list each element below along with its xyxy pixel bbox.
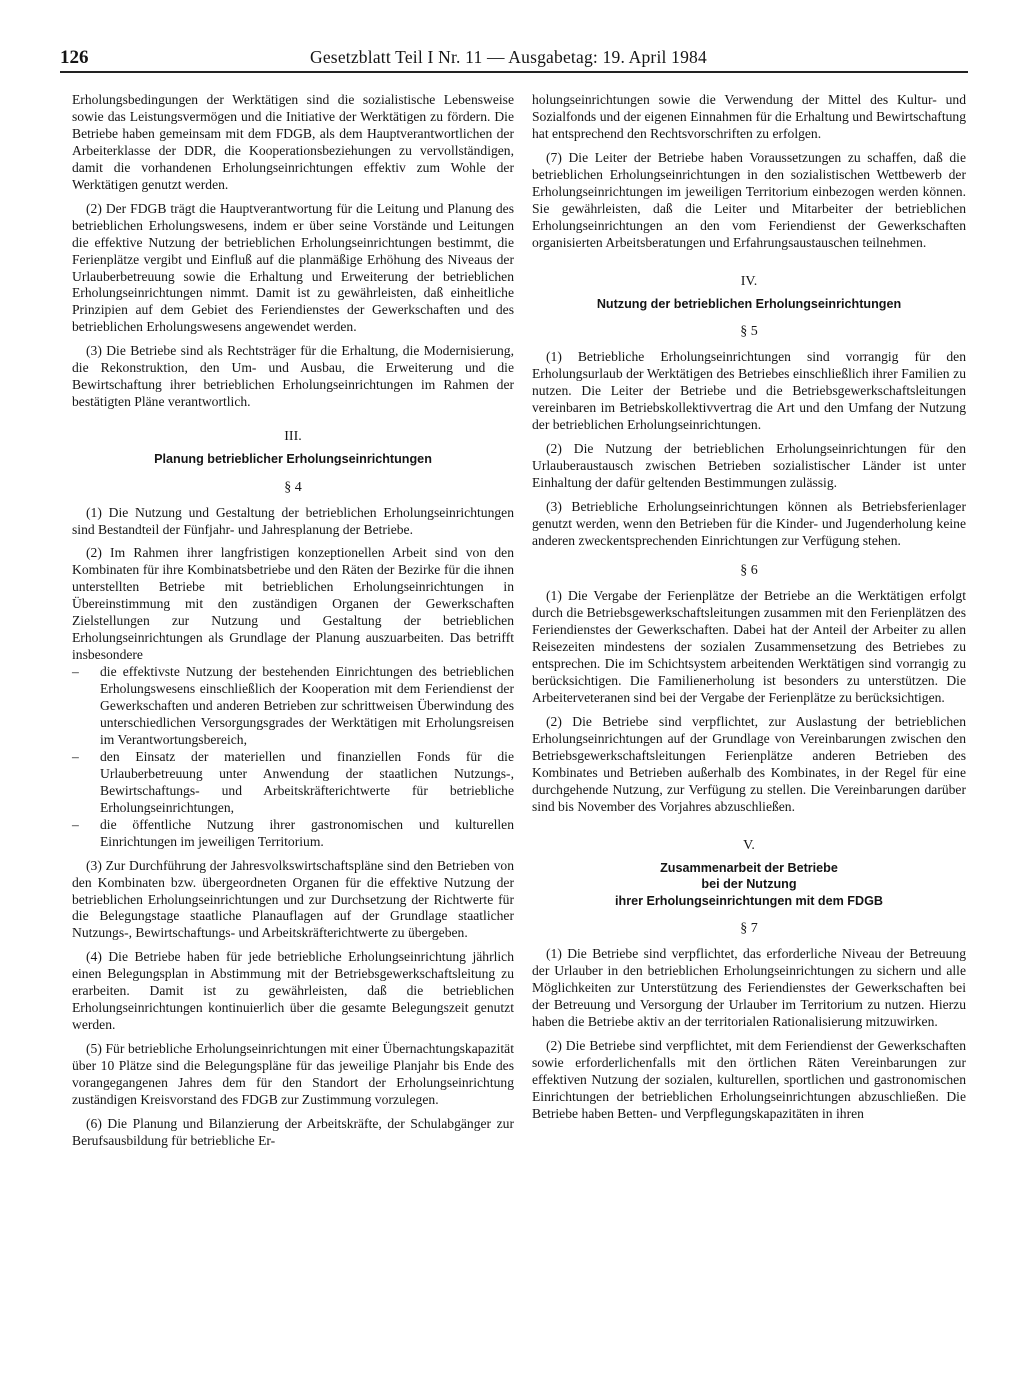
paragraph: (3) Zur Durchführung der Jahresvolkswirtschaftspläne sind den Betrieben von den Kombinaten bzw. übergeordneten Organen für die effektive Nutzung der betrieblichen Erholungseinrichtungen und zur Durchsetzung der Richtwerte für die Belegungstage staatliche Planauflagen auf der Grundlage staatlicher Nutzungs-, Bewirtschaftungs- und Arbeitskräfterichtwerte zu übergeben.	[72, 857, 514, 941]
paragraph: (2) Der FDGB trägt die Hauptverantwortung für die Leitung und Planung des betrieblichen Erholungswesens, indem er über seine Vorstände und Leitungen die effektive Nutzung der betrieblichen Erholungseinrichtungen bestimmt, die Ferienplätze vergibt und Einfluß auf die planmäßige Erhöhung des Niveaus der Urlauberbetreuung sowie die Erhaltung und Erweiterung der betrieblichen Erholungseinrichtungen nimmt. Damit ist zu gewährleisten, daß einheitliche Prinzipien auf dem Gebiet des Feriendienstes der Gewerkschaften und des betrieblichen Erholungswesens angewendet werden.	[72, 200, 514, 335]
paragraph: (4) Die Betriebe haben für jede betriebliche Erholungseinrichtung jährlich einen Belegungsplan in Abstimmung mit der Betriebsgewerkschaftsleitung zu erarbeiten. Damit ist zu gewährleisten, daß die betrieblichen Erholungseinrichtungen kontinuierlich über die gesamte Belegungszeit genutzt werden.	[72, 949, 514, 1033]
list-item-text: die öffentliche Nutzung ihrer gastronomischen und kulturellen Einrichtungen im jeweiligen Territorium.	[100, 816, 514, 849]
paragraph: (2) Im Rahmen ihrer langfristigen konzeptionellen Arbeit sind von den Kombinaten für ihre Kombinatsbetriebe und den Räten der Bezirke für die ihnen unterstellten Betriebe mit betrieblichen Erholungseinrichtungen in Übereinstimmung mit den zuständigen Organen der Gewerkschaften Zielstellungen zur Nutzung und Gestaltung der betrieblichen Erholungseinrichtungen als Grundlage der Planung auszuarbeiten. Das betrifft insbesondere	[72, 545, 514, 663]
section-number: V.	[743, 837, 755, 853]
section-title-line: bei der Nutzung	[701, 877, 797, 892]
paragraph: (5) Für betriebliche Erholungseinrichtungen mit einer Übernachtungskapazität über 10 Plätze sind die Belegungspläne für das jeweilige Planjahr bis Ende des vorangegangenen Jahres dem für den Standort der Erholungseinrichtung zuständigen Kreisvorstand des FDGB zur Zustimmung vorzulegen.	[72, 1041, 514, 1108]
paragraph: (1) Die Vergabe der Ferienplätze der Betriebe an die Werktätigen erfolgt durch die Betriebsgewerkschaftsleitungen zusammen mit den Ferienplätzen des Feriendienstes der Gewerkschaften. Dabei hat der Anteil der Arbeiter zu allen Reisezeiten mindestens der sozialen Zusammensetzung des Betriebes zu entsprechen. Die im Schichtsystem arbeitenden Werktätigen sind vorrangig zu berücksichtigen. Die Familienerholung ist besonders zu unterstützen. Die Arbeiterveteranen sind bei der Vergabe der Ferienplätze zu berücksichtigen.	[532, 588, 966, 706]
paragraph: (2) Die Betriebe sind verpflichtet, mit dem Feriendienst der Gewerkschaften sowie erforderlichenfalls mit den örtlichen Räten Vereinbarungen zur effektiven Nutzung der sozialen, kulturellen, sportlichen und gastronomischen Einrichtungen der betrieblichen Erholungseinrichtungen abzuschließen. Die Betriebe haben Betten- und Verpflegungskapazitäten in ihren	[532, 1037, 966, 1121]
page-number: 126	[60, 47, 89, 68]
list-item-text: den Einsatz der materiellen und finanziellen Fonds für die Urlauberbetreuung unter Anwendung der staatlichen Nutzungs-, Bewirtschaftungs- und Arbeitskräfterichtwerte für betriebliche Erholungseinrichtungen,	[100, 748, 514, 815]
section-number: III.	[284, 429, 302, 445]
section-title: Nutzung der betrieblichen Erholungseinrichtungen	[596, 296, 902, 311]
paragraph: (1) Die Betriebe sind verpflichtet, das erforderliche Niveau der Betreuung der Urlauber in den betrieblichen Erholungseinrichtungen zu sichern und alle Möglichkeiten zur Unterstützung des Feriendienstes der Gewerkschaften bei der Betreuung und Versorgung der Urlauber im Territorium zu nutzen. Hierzu haben die Betriebe aktiv an der territorialen Rationalisierung mitzuwirken.	[532, 946, 966, 1030]
paragraph-number: § 5	[740, 324, 758, 340]
running-head: Gesetzblatt Teil I Nr. 11 — Ausgabetag: 19. April 1984	[310, 47, 707, 67]
dash-list	[72, 664, 514, 850]
list-item-text: die effektivste Nutzung der bestehenden Einrichtungen des betrieblichen Erholungswesens einschließlich der Kooperation mit dem Feriendienst der Gewerkschaften und anderen Betrieben zur schrittweisen Überwindung des unterschiedlichen Versorgungsgrades der Werktätigen mit Erholungsreisen im Verantwortungsbereich,	[100, 664, 514, 747]
header-rule	[60, 71, 968, 73]
section-title-line: ihrer Erholungseinrichtungen mit dem FDGB	[615, 893, 883, 908]
section-number: IV.	[740, 273, 758, 289]
paragraph: (3) Betriebliche Erholungseinrichtungen können als Betriebsferienlager genutzt werden, wenn den Betrieben für die Kinder- und Jugenderholung keine anderen zweckentsprechenden Einrichtungen zur Verfügung stehen.	[532, 498, 966, 548]
list-item: – die effektivste Nutzung der bestehenden Einrichtungen des betrieblichen Erholungswesens einschließlich der Kooperation mit dem Feriendienst der Gewerkschaften und anderen Betrieben zur schrittweisen Überwindung des unterschiedlichen Versorgungsgrades der Werktätigen mit Erholungsreisen im Verantwortungsbereich,	[72, 664, 514, 747]
paragraph-number: § 7	[740, 921, 758, 937]
paragraph-number: § 6	[740, 563, 758, 579]
paragraph: (1) Betriebliche Erholungseinrichtungen sind vorrangig für den Erholungsurlaub der Werktätigen des Betriebes einschließlich ihrer Familien zu nutzen. Die Leiter der Betriebe und die Betriebsgewerkschaftsleitungen vereinbaren im Betriebskollektivvertrag die Art und den Umfang der Nutzung der betrieblichen Erholungseinrichtungen.	[532, 348, 966, 432]
section-title: Planung betrieblicher Erholungseinrichtungen	[154, 452, 432, 467]
paragraph-number: § 4	[284, 479, 302, 495]
paragraph: (2) Die Betriebe sind verpflichtet, zur Auslastung der betrieblichen Erholungseinrichtungen auf der Grundlage von Vereinbarungen zwischen den Betriebsgewerkschaftsleitungen Ferienplätze anderen Betrieben des Kombinates und Betrieben außerhalb des Kombinates, in der Regel für eine durchgehende Nutzung, zur Verfügung zu stellen. Die Vereinbarungen darüber sind bis November des Vorjahres abzuschließen.	[532, 714, 966, 814]
left-column	[72, 92, 514, 1157]
paragraph: holungseinrichtungen sowie die Verwendung der Mittel des Kultur- und Sozialfonds und der eigenen Einnahmen für die Erhaltung und Bewirtschaftung hat entsprechend den Rechtsvorschriften zu erfolgen.	[532, 92, 966, 141]
paragraph: Erholungsbedingungen der Werktätigen sind die sozialistische Lebensweise sowie das Leistungsvermögen und die Initiative der Werktätigen zu fördern. Die Betriebe haben gemeinsam mit dem FDGB, als dem Hauptverantwortlichen der Arbeiterklasse der DDR, die Kooperationsbeziehungen zu vervollständigen, damit die vorhandenen Erholungseinrichtungen effektiv zum Wohle der Werktätigen genutzt werden.	[72, 92, 514, 192]
paragraph: (6) Die Planung und Bilanzierung der Arbeitskräfte, der Schulabgänger zur Berufsausbildung für betriebliche Er-	[72, 1115, 514, 1148]
paragraph: (2) Die Nutzung der betrieblichen Erholungseinrichtungen für den Urlauberaustausch zwischen Betrieben sozialistischer Länder ist unter Einhaltung der dafür geltenden Bestimmungen zulässig.	[532, 440, 966, 490]
paragraph: (1) Die Nutzung und Gestaltung der betrieblichen Erholungseinrichtungen sind Bestandteil der Fünfjahr- und Jahresplanung der Betriebe.	[72, 504, 514, 537]
right-column	[532, 92, 966, 1130]
paragraph: (7) Die Leiter der Betriebe haben Voraussetzungen zu schaffen, daß die betrieblichen Erholungseinrichtungen in den sozialistischen Wettbewerb der Erholungseinrichtungen im jeweiligen Territorium einbezogen werden können. Sie gewährleisten, daß die Leiter und Mitarbeiter der betrieblichen Erholungseinrichtungen an den vom Feriendienst der Gewerkschaften organisierten Arbeitsberatungen und Erfahrungsaustauschen teilnehmen.	[532, 149, 966, 250]
list-item: – den Einsatz der materiellen und finanziellen Fonds für die Urlauberbetreuung unter Anwendung der staatlichen Nutzungs-, Bewirtschaftungs- und Arbeitskräfterichtwerte für betriebliche Erholungseinrichtungen,	[72, 748, 514, 815]
section-title-line: Zusammenarbeit der Betriebe	[660, 860, 838, 875]
page-header	[60, 47, 968, 73]
paragraph: (3) Die Betriebe sind als Rechtsträger für die Erhaltung, die Modernisierung, die Rekonstruktion, den Um- und Ausbau, die Erweiterung und die Bewirtschaftung ihrer betrieblichen Erholungseinrichtungen im Rahmen der bestätigten Pläne verantwortlich.	[72, 343, 514, 410]
list-item: – die öffentliche Nutzung ihrer gastronomischen und kulturellen Einrichtungen im jeweiligen Territorium.	[72, 816, 514, 849]
